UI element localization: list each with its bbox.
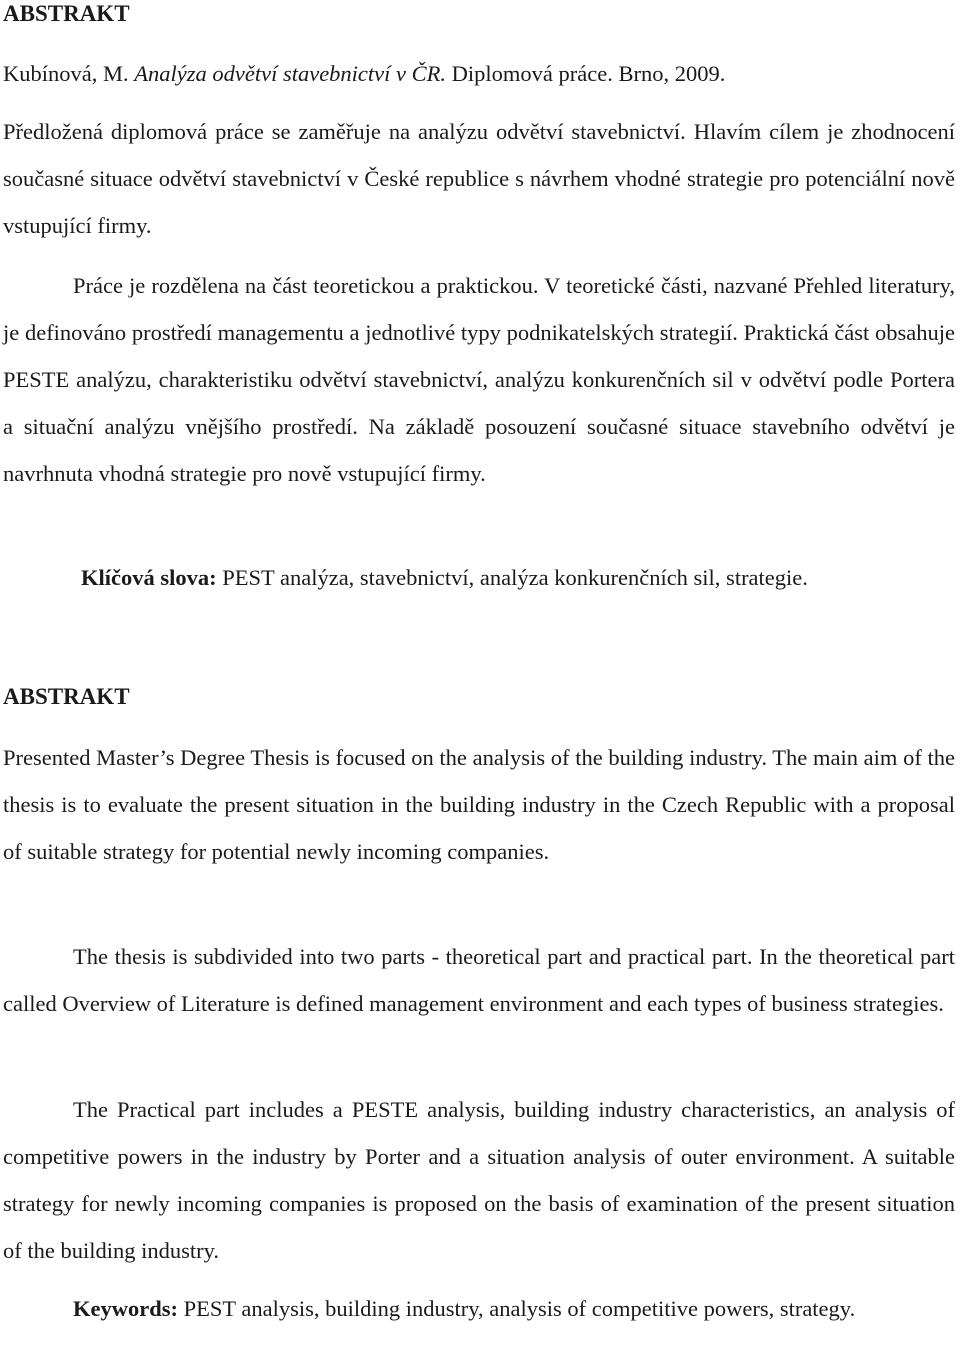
- english-abstract-paragraph-2: The thesis is subdivided into two parts - theoretical part and practical part. In the theoretical part called Overview of Literature is defined management environment and each types of business strategies.: [3, 944, 955, 1016]
- czech-abstract-paragraph-2: Práce je rozdělena na část teoretickou a praktickou. V teoretické části, nazvané Přehled literatury, je definováno prostředí managementu a jednotlivé typy podnikatelských strategií. Praktická část obsahuje PESTE analýzu, charakteristiku odvětví stavebnictví, analýzu konkurenčních sil v odvětví podle Portera a situační analýzu vnějšího prostředí. Na základě posouzení současné situace stavebního odvětví je navrhnuta vhodná strategie pro nově vstupující firmy.: [3, 273, 955, 486]
- english-keywords-text: PEST analysis, building industry, analysis of competitive powers, strategy.: [178, 1296, 856, 1321]
- citation-title: Analýza odvětví stavebnictví v ČR.: [134, 61, 447, 86]
- english-abstract-paragraph-3: The Practical part includes a PESTE analysis, building industry characteristics, an analysis of competitive powers in the industry by Porter and a situation analysis of outer environment. A suitable strategy for newly incoming companies is proposed on the basis of examination of the present situation of the building industry.: [3, 1097, 955, 1263]
- english-abstract-paragraph-1: Presented Master’s Degree Thesis is focused on the analysis of the building industry. The main aim of the thesis is to evaluate the present situation in the building industry in the Czech Republic with a proposal of suitable strategy for potential newly incoming companies.: [3, 745, 955, 864]
- czech-keywords-label: Klíčová slova:: [81, 565, 217, 590]
- czech-keywords-text: PEST analýza, stavebnictví, analýza konkurenčních sil, strategie.: [216, 565, 808, 590]
- citation-details: Diplomová práce. Brno, 2009.: [446, 61, 726, 86]
- thesis-citation: [3, 60, 955, 88]
- citation-author: Kubínová, M.: [3, 61, 135, 86]
- czech-keywords: [3, 563, 955, 593]
- czech-abstract-paragraph-1: Předložená diplomová práce se zaměřuje na analýzu odvětví stavebnictví. Hlavím cílem je zhodnocení současné situace odvětví stavebnictví v České republice s návrhem vhodné strategie pro potenciální nově vstupující firmy.: [3, 119, 955, 238]
- english-keywords-label: Keywords:: [73, 1296, 178, 1321]
- czech-abstract-heading: ABSTRAKT: [3, 1, 130, 26]
- english-abstract-heading: ABSTRAKT: [3, 684, 130, 709]
- english-keywords: [3, 1285, 955, 1332]
